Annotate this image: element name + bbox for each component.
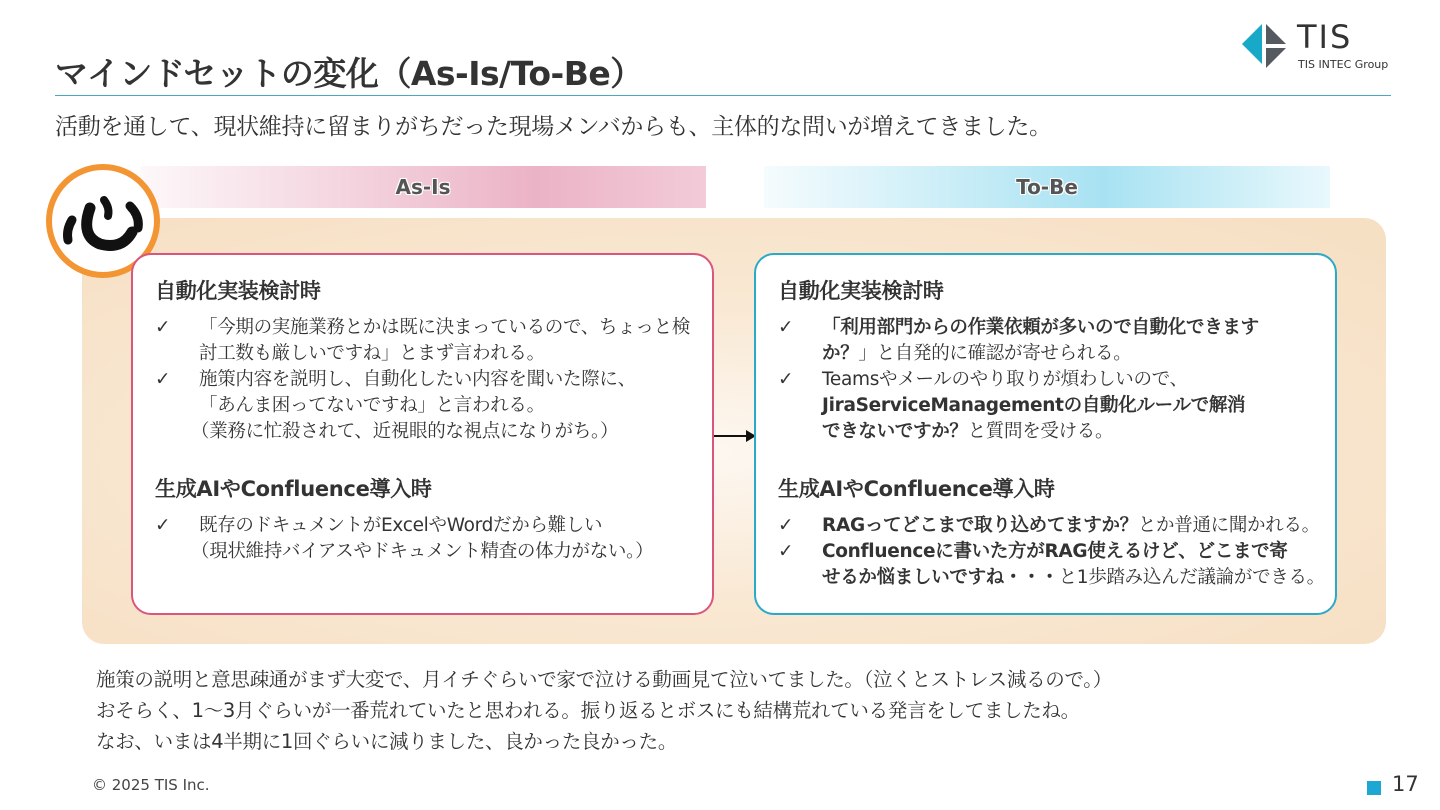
bottom-line-2: おそらく、1～3月ぐらいが一番荒れていたと思われる。振り返るとボスにも結構荒れている発言をしてましたね。 [96, 699, 1080, 722]
page-subtitle: 活動を通して、現状維持に留まりがちだった現場メンバからも、主体的な問いが増えてきました。 [55, 114, 1052, 140]
as-is-header: As-Is [140, 166, 706, 208]
check-icon: ✓ [155, 369, 171, 390]
as-is-section1-heading: 自動化実装検討時 [155, 279, 321, 303]
to-be-section2-heading: 生成AIやConfluence導入時 [778, 477, 1055, 501]
check-icon: ✓ [155, 515, 171, 536]
as-is-section2-heading: 生成AIやConfluence導入時 [155, 477, 432, 501]
copyright: © 2025 TIS Inc. [92, 776, 210, 794]
arrow-right-icon [714, 428, 756, 444]
page-marker-icon [1367, 781, 1381, 795]
to-be-card: 自動化実装検討時 ✓ 「利用部門からの作業依頼が多いので自動化できます か？」と自発的に確認が寄せられる。 ✓ Teamsやメールのやり取りが煩わしいので、 JiraServiceManagementの自動化ルールで解消 できないですか？と質問を受ける。 生成AIやConfluence導入時 ✓ RAGってどこまで取り込めてますか？とか普通に聞かれる。 ✓ Confluenceに書いた方がRAG使えるけど、どこまで寄 せるか悩ましいですね・・・と1歩踏み込んだ議論ができる。 [754, 253, 1337, 615]
logo-name: TIS [1297, 18, 1353, 56]
check-icon: ✓ [155, 317, 171, 338]
check-icon: ✓ [778, 369, 794, 390]
as-is-section2-note: （現状維持バイアスやドキュメント精査の体力がない。） [191, 541, 654, 562]
page-title: マインドセットの変化（As-Is/To-Be） [55, 54, 643, 93]
page-number: 17 [1392, 772, 1419, 796]
logo-subtext: TIS INTEC Group [1298, 58, 1389, 71]
to-be-header: To-Be [764, 166, 1330, 208]
title-divider [55, 95, 1391, 96]
check-icon: ✓ [778, 541, 794, 562]
as-is-section1-note: （業務に忙殺されて、近視眼的な視点になりがち。） [191, 421, 619, 442]
tis-logo [1240, 18, 1400, 74]
bottom-line-1: 施策の説明と意思疎通がまず大変で、月イチぐらいで家で泣ける動画見て泣いてました。（泣くとストレス減るので。） [96, 668, 1112, 691]
check-icon: ✓ [778, 515, 794, 536]
tis-logo-mark-icon [1240, 22, 1290, 72]
bottom-line-3: なお、いまは4半期に1回ぐらいに減りました、良かった良かった。 [96, 730, 678, 753]
as-is-card: 自動化実装検討時 ✓ 「今期の実施業務とかは既に決まっているので、ちょっと検 討工数も厳しいですね」とまず言われる。 ✓ 施策内容を説明し、自動化したい内容を聞いた際に、 「あんま困ってないですね」と言われる。 （業務に忙殺されて、近視眼的な視点になりがち。） 生成AIやConfluence導入時 ✓ 既存のドキュメントがExcelやWordだから難しい （現状維持バイアスやドキュメント精査の体力がない。） [131, 253, 714, 615]
to-be-section1-heading: 自動化実装検討時 [778, 279, 944, 303]
check-icon: ✓ [778, 317, 794, 338]
